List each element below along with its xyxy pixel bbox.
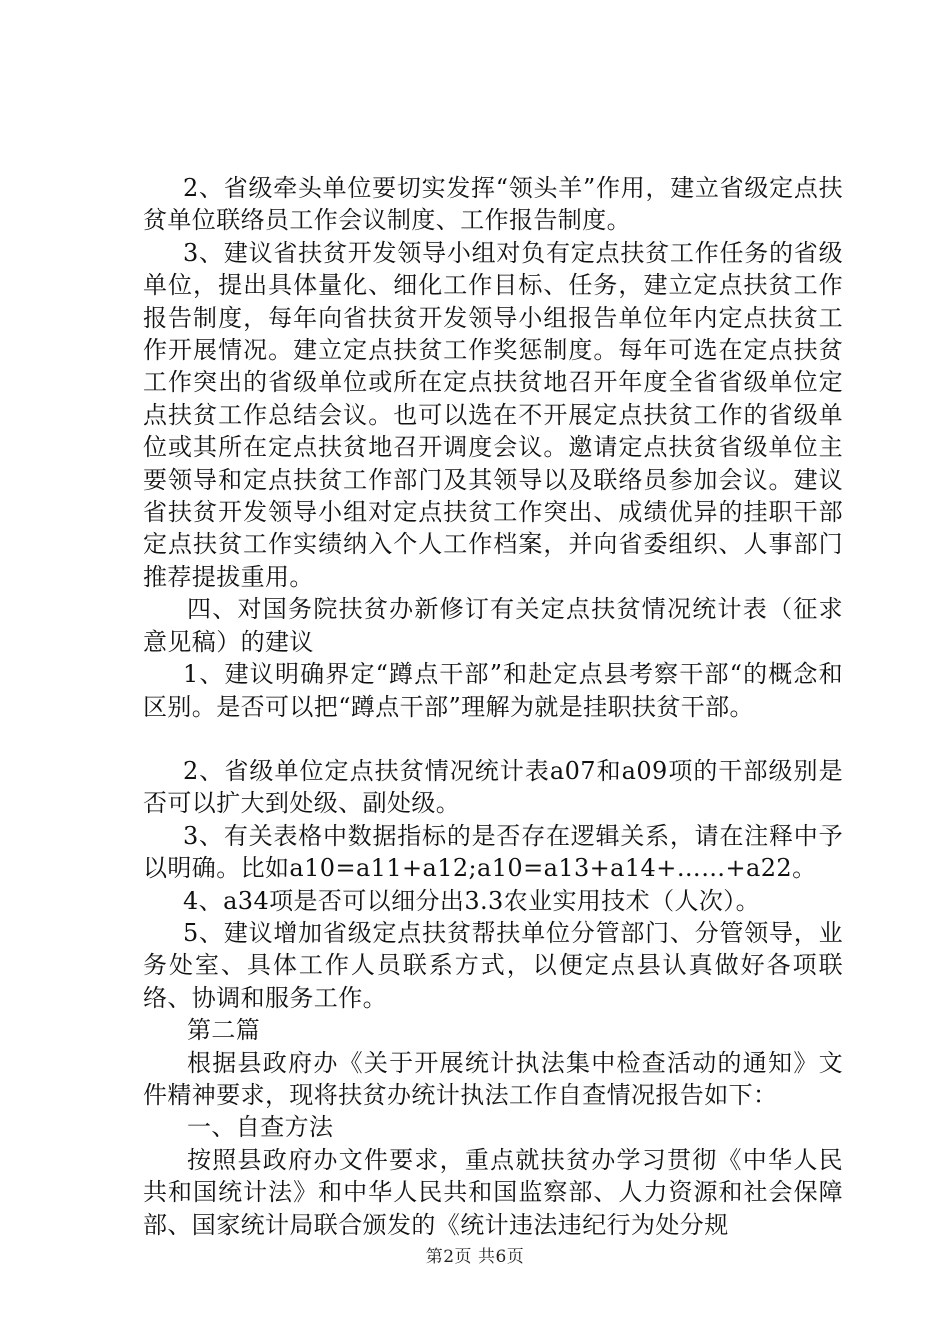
section-heading-self-check: 一、自查方法 <box>187 1113 334 1142</box>
page-footer: 第2页 共6页 <box>425 1247 525 1267</box>
paragraph-self-check-method: 按照县政府办文件要求，重点就扶贫办学习贯彻《中华人民共和国统计法》和中华人民共和国监察部、人力资源和社会保障部、国家统计局联合颁发的《统计违法违纪行为处分规 <box>143 1145 843 1239</box>
paragraph-cadre-level: 2、省级单位定点扶贫情况统计表a07和a09项的干部级别是否可以扩大到处级、副处级。 <box>143 756 843 818</box>
paragraph-report-intro: 根据县政府办《关于开展统计执法集中检查活动的通知》文件精神要求，现将扶贫办统计执法工作自查情况报告如下： <box>143 1048 843 1109</box>
section-heading-part-two: 第二篇 <box>187 1016 261 1045</box>
paragraph-logic-relation: 3、有关表格中数据指标的是否存在逻辑关系，请在注释中予以明确。比如a10=a11+a12;a10=a13+a14+……+a22。 <box>143 821 843 883</box>
paragraph-lead-unit-role: 2、省级牵头单位要切实发挥“领头羊”作用，建立省级定点扶贫单位联络员工作会议制度、工作报告制度。 <box>143 174 843 235</box>
paragraph-evaluation-system: 3、建议省扶贫开发领导小组对负有定点扶贫工作任务的省级单位，提出具体量化、细化工作目标、任务，建立定点扶贫工作报告制度，每年向省扶贫开发领导小组报告单位年内定点扶贫工作开展情况。建立定点扶贫工作奖惩制度。每年可选在定点扶贫工作突出的省级单位或所在定点扶贫地召开年度全省省级单位定点扶贫工作总结会议。也可以选在不开展定点扶贫工作的省级单位或其所在定点扶贫地召开调度会议。邀请定点扶贫省级单位主要领导和定点扶贫工作部门及其领导以及联络员参加会议。建议省扶贫开发领导小组对定点扶贫工作突出、成绩优异的挂职干部定点扶贫工作实绩纳入个人工作档案，并向省委组织、人事部门推荐提拔重用。 <box>143 238 843 591</box>
document-body <box>143 172 843 1241</box>
blank-line <box>143 723 843 755</box>
paragraph-a34-item: 4、a34项是否可以细分出3.3农业实用技术（人次）。 <box>183 886 761 915</box>
section-heading-four: 四、对国务院扶贫办新修订有关定点扶贫情况统计表（征求意见稿）的建议 <box>143 595 843 656</box>
paragraph-define-cadres: 1、建议明确界定“蹲点干部”和赴定点县考察干部“的概念和区别。是否可以把“蹲点干部”理解为就是挂职扶贫干部。 <box>143 660 843 721</box>
paragraph-contact-info: 5、建议增加省级定点扶贫帮扶单位分管部门、分管领导，业务处室、具体工作人员联系方式，以便定点县认真做好各项联络、协调和服务工作。 <box>143 918 843 1012</box>
